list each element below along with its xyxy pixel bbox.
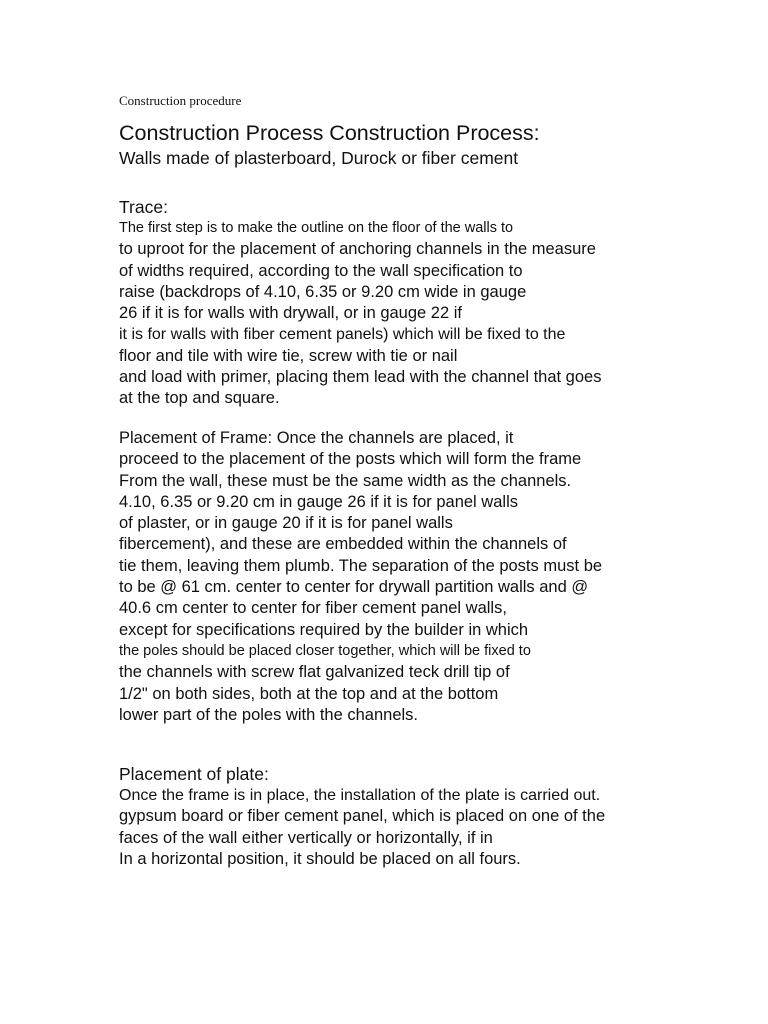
paragraph-line: faces of the wall either vertically or horizontally, if in <box>119 828 493 847</box>
paragraph-line: 26 if it is for walls with drywall, or in gauge 22 if <box>119 304 462 323</box>
paragraph-line: of plaster, or in gauge 20 if it is for panel walls <box>119 514 453 533</box>
paragraph-line: of widths required, according to the wall specification to <box>119 261 523 280</box>
section-plate <box>119 763 605 870</box>
section-heading: Trace: <box>119 197 168 217</box>
paragraph-line: at the top and square. <box>119 389 280 408</box>
paragraph-line: floor and tile with wire tie, screw with tie or nail <box>119 346 458 365</box>
section-trace <box>119 196 601 410</box>
paragraph-line: it is for walls with fiber cement panels) which will be fixed to the <box>119 326 566 344</box>
paragraph-line: raise (backdrops of 4.10, 6.35 or 9.20 cm wide in gauge <box>119 282 527 301</box>
paragraph-line: 40.6 cm center to center for fiber cement panel walls, <box>119 599 507 618</box>
document-subtitle: Walls made of plasterboard, Durock or fiber cement <box>119 148 519 168</box>
section-heading: Placement of plate: <box>119 764 269 784</box>
document-header: Construction procedure <box>119 93 242 108</box>
paragraph-line: the channels with screw flat galvanized teck drill tip of <box>119 663 510 682</box>
paragraph-line: to be @ 61 cm. center to center for drywall partition walls and @ <box>119 578 589 597</box>
paragraph-line: gypsum board or fiber cement panel, which is placed on one of the <box>119 807 606 826</box>
paragraph-line: except for specifications required by the builder in which <box>119 620 529 639</box>
paragraph-line: fibercement), and these are embedded within the channels of <box>119 535 567 554</box>
paragraph-line: Placement of Frame: Once the channels are placed, it <box>119 429 514 447</box>
paragraph-line: the poles should be placed closer together, which will be fixed to <box>119 642 531 659</box>
paragraph-line: 4.10, 6.35 or 9.20 cm in gauge 26 if it is for panel walls <box>119 492 518 511</box>
paragraph-line: 1/2" on both sides, both at the top and at the bottom <box>119 684 499 703</box>
document-title: Construction Process Construction Process: <box>119 121 540 145</box>
paragraph-line: Once the frame is in place, the installation of the plate is carried out. <box>119 787 601 804</box>
paragraph-line: tie them, leaving them plumb. The separation of the posts must be <box>119 556 603 575</box>
paragraph-line: In a horizontal position, it should be placed on all fours. <box>119 849 521 868</box>
paragraph-line: to uproot for the placement of anchoring channels in the measure <box>119 240 596 259</box>
section-frame <box>119 428 602 726</box>
paragraph-line: From the wall, these must be the same width as the channels. <box>119 471 572 490</box>
paragraph-line: lower part of the poles with the channels. <box>119 705 419 724</box>
paragraph-line: The first step is to make the outline on the floor of the walls to <box>119 220 514 236</box>
paragraph-line: and load with primer, placing them lead with the channel that goes <box>119 368 602 387</box>
paragraph-line: proceed to the placement of the posts which will form the frame <box>119 450 582 469</box>
